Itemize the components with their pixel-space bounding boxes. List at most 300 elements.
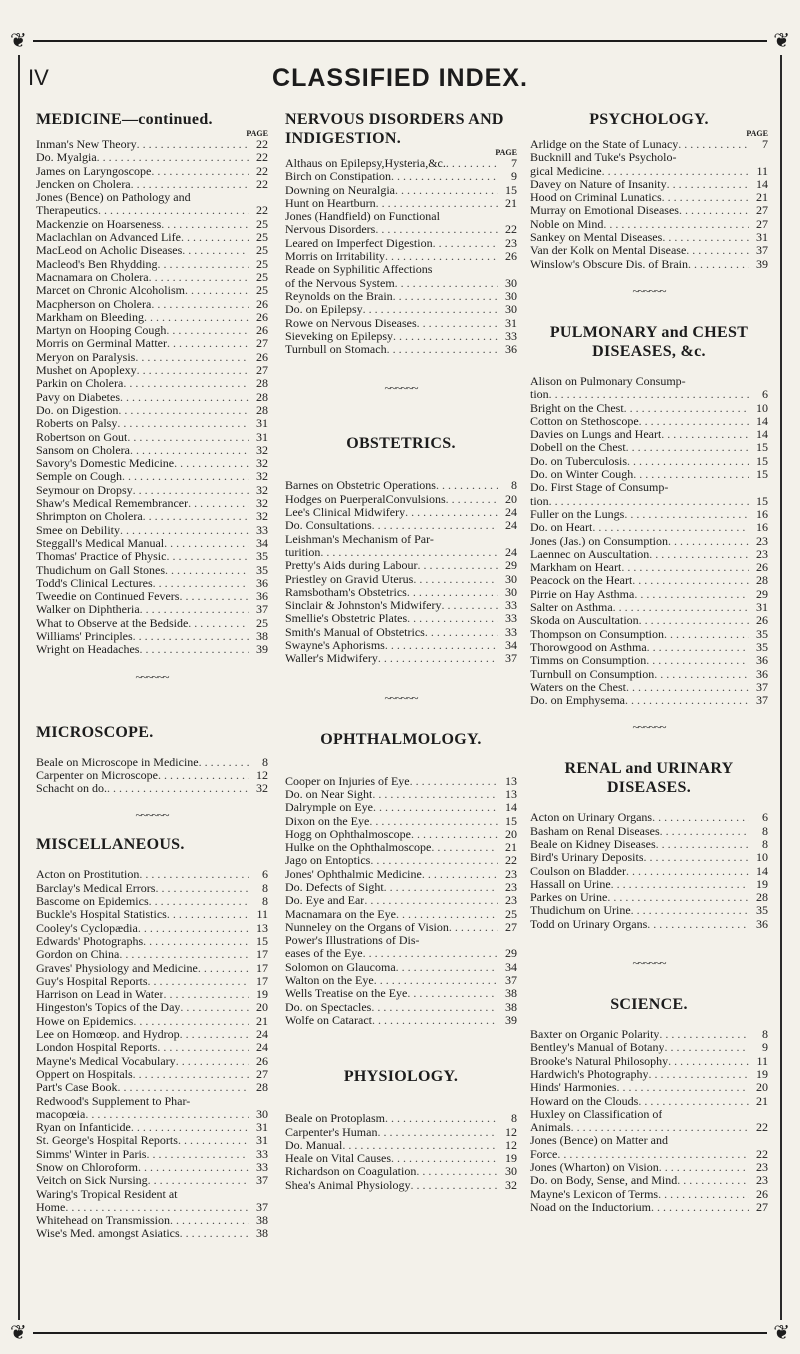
leader-dots (178, 1134, 249, 1147)
index-entry (36, 244, 268, 257)
entry-page-number: 8 (511, 1111, 517, 1126)
entry-page-number: 26 (256, 309, 268, 324)
entry-title: Wolfe on Cataract (285, 1013, 372, 1027)
index-entry (285, 612, 517, 625)
divider-ornament: ~~~~~~ (632, 720, 666, 735)
entry-title: Waters on the Chest (530, 680, 627, 694)
index-entry (530, 1148, 768, 1161)
entry-title: London Hospital Reports (36, 1041, 158, 1055)
index-entry (285, 881, 517, 894)
section-list (285, 157, 517, 356)
entry-title: Nunneley on the Organs of Vision (285, 920, 449, 934)
index-entry (285, 947, 517, 960)
leader-dots (410, 775, 498, 788)
index-entry (285, 974, 517, 987)
entry-page-number: 30 (505, 571, 517, 586)
leader-dots (413, 573, 498, 586)
index-entry (285, 894, 517, 907)
leader-dots (377, 1126, 498, 1139)
leader-dots (378, 652, 498, 665)
entry-title: Sinclair & Johnston's Midwifery (285, 599, 442, 613)
entry-page-number: 38 (256, 1213, 268, 1228)
leader-dots (107, 782, 249, 795)
leader-dots (631, 904, 749, 917)
entry-title: Oppert on Hospitals (36, 1067, 133, 1081)
entry-title: Walton on the Eye (285, 974, 374, 988)
index-entry (36, 962, 268, 975)
entry-page-number: 36 (256, 589, 268, 604)
index-entry (285, 184, 517, 197)
entry-title: Beale on Protoplasm (285, 1112, 385, 1126)
entry-page-number: 31 (256, 429, 268, 444)
index-entry (36, 577, 268, 590)
index-entry (285, 801, 517, 814)
entry-page-number: 33 (505, 611, 517, 626)
index-entry (285, 559, 517, 572)
entry-title: Hulke on the Ophthalmoscope (285, 841, 432, 855)
leader-dots (363, 303, 498, 316)
leader-dots (146, 1148, 249, 1161)
entry-title: Parkes on Urine (530, 891, 608, 905)
entry-page-number: 22 (256, 163, 268, 178)
index-entry (285, 868, 517, 881)
index-entry (36, 537, 268, 550)
entry-title: Davey on Nature of Insanity (530, 177, 667, 191)
entry-page-number: 32 (256, 482, 268, 497)
index-entry (36, 1134, 268, 1147)
leader-dots (603, 218, 749, 231)
entry-title: Pavy on Diabetes (36, 390, 120, 404)
entry-title: Acton on Urinary Organs (530, 811, 653, 825)
leader-dots (396, 961, 498, 974)
entry-title: Noad on the Inductorium (530, 1200, 651, 1214)
entry-title: Arlidge on the State of Lunacy (530, 138, 679, 151)
index-entry (530, 151, 768, 164)
entry-title: Howard on the Clouds (530, 1094, 639, 1108)
entry-page-number: 20 (756, 1080, 768, 1095)
entry-page-number: 20 (505, 826, 517, 841)
index-entry (36, 1161, 268, 1174)
entry-page-number: 22 (256, 176, 268, 191)
leader-dots (118, 404, 249, 417)
index-entry (36, 457, 268, 470)
index-entry (36, 431, 268, 444)
entry-title: MacLeod on Acholic Diseases (36, 244, 183, 258)
leader-dots (155, 882, 249, 895)
entry-title: Nervous Disorders (285, 223, 376, 237)
leader-dots (372, 519, 498, 532)
index-entry (36, 1174, 268, 1187)
entry-title: Lee on Homœop. and Hydrop (36, 1028, 180, 1042)
index-entry (285, 1152, 517, 1165)
entry-page-number: 9 (762, 1040, 768, 1055)
index-entry (530, 1081, 768, 1094)
leader-dots (678, 138, 749, 151)
index-entry (285, 775, 517, 788)
leader-dots (139, 643, 249, 656)
entry-title: Reade on Syphilitic Affections (285, 263, 433, 277)
leader-dots (97, 151, 249, 164)
leader-dots (188, 497, 249, 510)
index-entry (36, 484, 268, 497)
entry-page-number: 6 (762, 387, 768, 402)
index-entry (530, 521, 768, 534)
entry-title: Do. First Stage of Consump- (530, 481, 669, 495)
index-entry (285, 1112, 517, 1125)
entry-page-number: 15 (505, 813, 517, 828)
index-entry (36, 191, 268, 204)
entry-page-number: 25 (256, 243, 268, 258)
index-entry (285, 639, 517, 652)
entry-title: Murray on Emotional Diseases (530, 204, 679, 218)
entry-page-number: 37 (756, 243, 768, 258)
page-column-label: PAGE (746, 129, 768, 138)
leader-dots (626, 681, 749, 694)
entry-page-number: 30 (505, 275, 517, 290)
leader-dots (621, 561, 749, 574)
entry-page-number: 25 (256, 230, 268, 245)
leader-dots (133, 1068, 249, 1081)
index-entry (36, 782, 268, 795)
fleuron-icon: ❦ (10, 30, 27, 52)
entry-page-number: 22 (756, 1120, 768, 1135)
entry-title: Beale on Kidney Diseases (530, 837, 656, 851)
entry-page-number: 31 (756, 600, 768, 615)
entry-title: Jones' Ophthalmic Medicine (285, 867, 422, 881)
divider-ornament: ~~~~~~ (135, 669, 169, 684)
leader-dots (384, 881, 498, 894)
section-list (36, 138, 268, 657)
entry-title: Thompson on Consumption (530, 627, 665, 641)
entry-page-number: 23 (756, 1173, 768, 1188)
entry-page-number: 33 (505, 328, 517, 343)
index-entry (36, 138, 268, 151)
index-entry (285, 237, 517, 250)
section-title-science: SCIENCE. (610, 996, 688, 1014)
index-entry (36, 510, 268, 523)
index-entry (530, 1161, 768, 1174)
section-title-pulmonary: PULMONARY and CHEST DISEASES, &c. (549, 323, 749, 360)
leader-dots (135, 351, 249, 364)
leader-dots (449, 921, 498, 934)
index-entry (36, 868, 268, 881)
index-entry (36, 1041, 268, 1054)
leader-dots (393, 330, 498, 343)
index-entry (285, 506, 517, 519)
index-entry (285, 1165, 517, 1178)
entry-title: Beale on Microscope in Medicine (36, 755, 199, 769)
entry-title: Maclachlan on Advanced Life (36, 231, 181, 245)
leader-dots (143, 935, 249, 948)
leader-dots (668, 535, 749, 548)
entry-page-number: 15 (756, 453, 768, 468)
index-entry (530, 641, 768, 654)
entry-page-number: 22 (505, 222, 517, 237)
leader-dots (634, 588, 749, 601)
leader-dots (137, 364, 249, 377)
entry-page-number: 16 (756, 506, 768, 521)
entry-title: Part's Case Book (36, 1081, 118, 1095)
leader-dots (616, 1081, 749, 1094)
entry-title: Turnbull on Stomach (285, 343, 387, 357)
entry-title: Turnbull on Consumption (530, 667, 655, 681)
entry-title: of the Nervous System (285, 276, 395, 290)
leader-dots (122, 470, 249, 483)
column-1 (36, 110, 268, 1320)
entry-page-number: 27 (756, 216, 768, 231)
leader-dots (624, 402, 749, 415)
page-column-label: PAGE (495, 148, 517, 157)
entry-page-number: 28 (256, 376, 268, 391)
section-title-ophthalmology: OPHTHALMOLOGY. (320, 730, 482, 748)
index-entry (530, 1028, 768, 1041)
entry-title: Bucknill and Tuke's Psycholo- (530, 151, 677, 165)
leader-dots (375, 223, 498, 236)
column-2 (285, 110, 517, 1320)
leader-dots (647, 641, 749, 654)
index-entry (530, 825, 768, 838)
leader-dots (639, 415, 749, 428)
entry-title: Marcet on Chronic Alcoholism (36, 284, 185, 298)
entry-title: Martyn on Hooping Cough (36, 324, 167, 338)
entry-page-number: 28 (256, 402, 268, 417)
index-entry (530, 428, 768, 441)
leader-dots (395, 184, 498, 197)
entry-page-number: 8 (762, 823, 768, 838)
entry-page-number: 23 (756, 1160, 768, 1175)
entry-title: Dobell on the Chest (530, 441, 626, 455)
index-entry (285, 1014, 517, 1027)
leader-dots (199, 756, 249, 769)
index-entry (36, 1095, 268, 1108)
section-list (530, 138, 768, 271)
entry-page-number: 15 (756, 440, 768, 455)
index-entry (36, 377, 268, 390)
entry-page-number: 32 (256, 496, 268, 511)
entry-title: Pirrie on Hay Asthma (530, 587, 635, 601)
entry-page-number: 30 (256, 1106, 268, 1121)
index-entry (36, 444, 268, 457)
index-entry (36, 1068, 268, 1081)
entry-page-number: 24 (505, 544, 517, 559)
entry-page-number: 23 (505, 879, 517, 894)
leader-dots (149, 271, 249, 284)
entry-page-number: 35 (756, 626, 768, 641)
entry-page-number: 30 (505, 1164, 517, 1179)
entry-title: Todd on Urinary Organs (530, 917, 648, 931)
section-list (36, 868, 268, 1240)
fleuron-icon: ❦ (773, 30, 790, 52)
section-list (530, 811, 768, 931)
index-entry (530, 191, 768, 204)
index-entry (530, 441, 768, 454)
entry-page-number: 26 (756, 560, 768, 575)
entry-title: Do. on Spectacles (285, 1000, 372, 1014)
index-entry (530, 918, 768, 931)
section-title-miscellaneous: MISCELLANEOUS. (36, 836, 185, 854)
leader-dots (664, 628, 749, 641)
leader-dots (163, 988, 249, 1001)
entry-page-number: 14 (505, 800, 517, 815)
entry-title: Lee's Clinical Midwifery (285, 506, 406, 520)
entry-page-number: 8 (762, 836, 768, 851)
index-entry (36, 590, 268, 603)
index-entry (285, 921, 517, 934)
leader-dots (422, 868, 498, 881)
entry-title: St. George's Hospital Reports (36, 1134, 178, 1148)
index-entry (285, 586, 517, 599)
entry-title: Rowe on Nervous Diseases (285, 316, 417, 330)
index-entry (36, 617, 268, 630)
entry-page-number: 36 (505, 342, 517, 357)
entry-page-number: 31 (256, 1133, 268, 1148)
entry-page-number: 33 (256, 1160, 268, 1174)
index-entry (36, 151, 268, 164)
leader-dots (658, 1188, 749, 1201)
entry-page-number: 17 (256, 947, 268, 962)
index-entry (530, 628, 768, 641)
entry-title: Markham on Heart (530, 561, 622, 575)
border-line (33, 1332, 767, 1334)
entry-title: Ramsbotham's Obstetrics (285, 585, 407, 599)
leader-dots (407, 612, 498, 625)
entry-title: Timms on Consumption (530, 654, 647, 668)
entry-page-number: 15 (256, 933, 268, 948)
entry-title: Simms' Winter in Paris (36, 1147, 147, 1161)
entry-page-number: 33 (505, 624, 517, 639)
index-entry (36, 311, 268, 324)
index-entry (285, 197, 517, 210)
divider-ornament: ~~~~~~ (632, 956, 666, 971)
section-title-nervous: NERVOUS DISORDERS AND INDIGESTION. (285, 111, 504, 147)
leader-dots (627, 455, 749, 468)
leader-dots (446, 157, 498, 170)
leader-dots (131, 1121, 249, 1134)
index-entry (36, 1201, 268, 1214)
entry-title: Macnamara on the Eye (285, 907, 396, 921)
page-title: CLASSIFIED INDEX. (272, 63, 528, 92)
entry-title: Brooke's Natural Philosophy (530, 1054, 669, 1068)
entry-title: What to Observe at the Bedside (36, 616, 189, 630)
entry-title: Graves' Physiology and Medicine (36, 961, 198, 975)
entry-page-number: 35 (756, 639, 768, 654)
index-entry (36, 417, 268, 430)
index-entry (36, 404, 268, 417)
leader-dots (182, 244, 249, 257)
index-entry (285, 343, 517, 356)
entry-title: Howe on Epidemics (36, 1014, 134, 1028)
leader-dots (127, 431, 249, 444)
leader-dots (117, 417, 249, 430)
entry-title: Inman's New Theory (36, 138, 137, 151)
entry-page-number: 22 (756, 1146, 768, 1161)
entry-page-number: 17 (256, 973, 268, 988)
entry-page-number: 23 (505, 235, 517, 250)
index-entry (530, 1188, 768, 1201)
leader-dots (646, 654, 749, 667)
index-entry (285, 317, 517, 330)
entry-title: Mackenzie on Hoarseness (36, 217, 162, 231)
entry-title: Do. on Tuberculosis (530, 454, 628, 468)
index-entry (36, 351, 268, 364)
index-entry (530, 681, 768, 694)
index-entry (530, 1134, 768, 1147)
entry-page-number: 7 (511, 156, 517, 170)
index-entry (530, 415, 768, 428)
leader-dots (667, 178, 749, 191)
index-entry (36, 882, 268, 895)
leader-dots (416, 1165, 498, 1178)
entry-page-number: 27 (756, 203, 768, 218)
entry-title: Waring's Tropical Resident at (36, 1187, 178, 1201)
entry-page-number: 11 (756, 1053, 768, 1068)
entry-page-number: 22 (256, 137, 268, 151)
entry-page-number: 19 (756, 1066, 768, 1081)
entry-title: Dixon on the Eye (285, 814, 370, 828)
index-entry (36, 935, 268, 948)
entry-page-number: 17 (256, 960, 268, 975)
entry-page-number: 14 (756, 176, 768, 191)
entry-title: Veitch on Sick Nursing (36, 1174, 148, 1188)
entry-title: Ryan on Infanticide (36, 1121, 131, 1135)
entry-title: Sieveking on Epilepsy (285, 329, 393, 343)
index-entry (36, 165, 268, 178)
index-entry (36, 643, 268, 656)
index-entry (530, 878, 768, 891)
entry-page-number: 26 (505, 249, 517, 264)
entry-title: Buckle's Hospital Statistics (36, 908, 167, 922)
leader-dots (153, 577, 249, 590)
leader-dots (651, 1201, 749, 1214)
entry-title: Morris on Germinal Matter (36, 337, 167, 351)
index-entry (36, 324, 268, 337)
leader-dots (417, 317, 498, 330)
leader-dots (662, 231, 749, 244)
index-entry (530, 548, 768, 561)
index-entry (36, 1108, 268, 1121)
entry-page-number: 11 (256, 907, 268, 922)
entry-page-number: 14 (756, 863, 768, 878)
entry-page-number: 33 (256, 522, 268, 537)
entry-title: James on Laryngoscope (36, 164, 152, 178)
right-border (780, 55, 782, 1320)
leader-dots (151, 298, 249, 311)
leader-dots (140, 603, 249, 616)
entry-page-number: 21 (756, 190, 768, 205)
leader-dots (158, 769, 249, 782)
leader-dots (659, 1028, 749, 1041)
leader-dots (373, 801, 498, 814)
index-entry (530, 508, 768, 521)
entry-title: Jones (Wharton) on Vision (530, 1161, 659, 1175)
leader-dots (626, 441, 749, 454)
index-entry (36, 364, 268, 377)
section-list (530, 375, 768, 707)
section-title-psychology: PSYCHOLOGY. (589, 111, 709, 128)
index-entry (285, 519, 517, 532)
entry-title: Pretty's Aids during Labour (285, 559, 418, 573)
entry-page-number: 28 (756, 890, 768, 905)
index-entry (36, 204, 268, 217)
leader-dots (391, 1152, 498, 1165)
index-entry (36, 1227, 268, 1240)
entry-page-number: 35 (256, 562, 268, 577)
index-entry (530, 468, 768, 481)
leader-dots (686, 244, 749, 257)
entry-page-number: 25 (505, 906, 517, 921)
leader-dots (633, 468, 749, 481)
entry-title: Force (530, 1147, 558, 1161)
